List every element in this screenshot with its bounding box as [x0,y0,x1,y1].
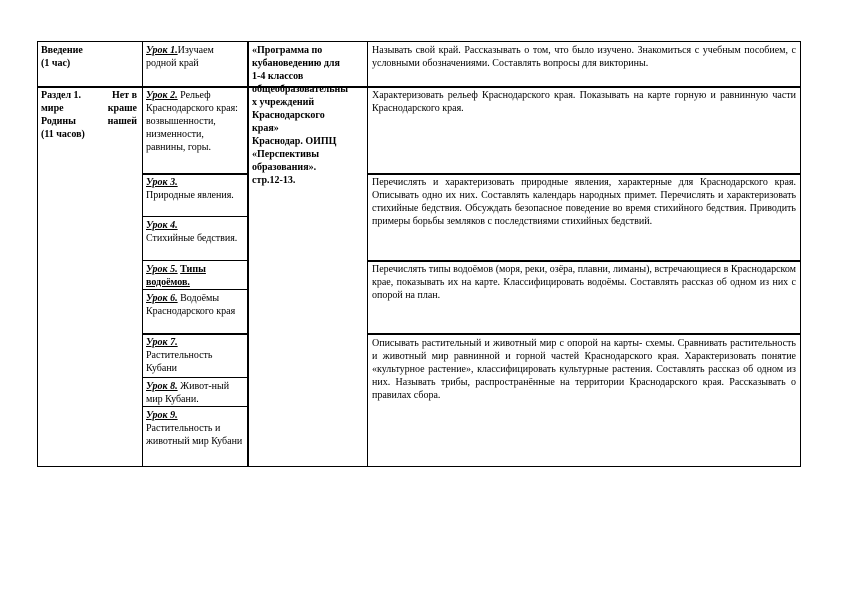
lesson-divider-6 [142,333,248,335]
lesson-6-name: Водоёмы Краснодарского края [146,293,236,317]
activity-2-text: Характеризовать рельеф Краснодарского края. Показывать на карте горную и равнинную части Краснодарского края. [372,90,796,114]
lesson-8-name: Живот-ный мир Кубани. [146,381,230,405]
table-left-border [37,41,38,467]
activity-5 [372,337,796,402]
activity-4 [372,263,796,302]
table-bottom-border [37,466,801,467]
row-divider-intro [37,86,801,88]
lesson-5-name: Типы водоёмов. [146,264,206,288]
section-intro-title [41,44,141,70]
source-line4: общеобразовательны [252,84,349,95]
lesson-4 [146,219,244,245]
activity-1 [372,44,796,70]
lesson-4-name: Стихийные бедствия. [146,233,238,244]
col2-divider [247,41,249,467]
section-1-line7: (11 часов) [41,129,85,140]
table-top-border [37,41,801,42]
table-right-border [800,41,801,467]
activity-5-text: Описывать растительный и животный мир с опорой на карты- схемы. Сравнивать растительность и животный мир равнинной и горной частей Краснодарского края. Характеризовать понятие «культурное растение», классифицировать культурные растения. Составлять рассказ об одном из них. Называть трибы, распространённые на территории Краснодарского края. Рассказывать о правилах сбора. [372,338,796,401]
lesson-divider-8 [142,406,248,407]
lesson-5 [146,263,244,289]
section-1-line1: Раздел 1. [41,90,82,101]
lesson-2-label: Урок 2. [146,90,178,101]
lesson-7 [146,336,244,375]
activity-3 [372,176,796,228]
lesson-divider-4 [142,260,248,261]
lesson-divider-2 [142,173,248,175]
activity-4-text: Перечислять типы водоёмов (моря, реки, озёра, плавни, лиманы), встречающиеся в Краснодарском крае, показывать их на карте. Классифицировать водоёмы. Составлять рассказ об одном из них с опорой на план. [372,264,796,301]
lesson-2-name: Рельеф Краснодарского края: возвышенности, низменности, равнины, горы. [146,90,238,153]
lesson-7-name: Растительность Кубани [146,350,213,374]
lesson-8-label: Урок 8. [146,381,178,392]
lesson-1 [146,44,244,70]
lesson-9 [146,409,244,448]
source-line9: «Перспективы [252,149,320,160]
lesson-2 [146,89,244,154]
section-1-line3: мире [41,103,64,114]
section-intro-line2: (1 час) [41,58,71,69]
lesson-9-name: Растительность и животный мир Кубани [146,423,243,447]
source-line8: Краснодар. ОИПЦ [252,136,337,147]
lesson-3-label: Урок 3. [146,177,178,188]
source-line3: 1-4 классов [252,71,304,82]
activity-2 [372,89,796,115]
source-line5: х учреждений [252,97,315,108]
source-line6: Краснодарского [252,110,325,121]
lesson-3-name: Природные явления. [146,190,234,201]
lesson-7-label: Урок 7. [146,337,178,348]
lesson-1-name: Изучаем родной край [146,45,214,69]
lesson-8 [146,380,244,406]
lesson-5-label: Урок 5. [146,264,178,275]
section-1-title [41,89,137,141]
lesson-3 [146,176,244,202]
col3-divider [367,41,368,467]
source-line11: стр.12-13. [252,175,296,186]
activity-divider-1 [367,173,801,175]
lesson-4-label: Урок 4. [146,220,178,231]
section-intro-line1: Введение [41,45,83,56]
section-1-line6: нашей [107,116,137,127]
source-line7: края» [252,123,279,134]
lesson-divider-3 [142,216,248,217]
activity-divider-2 [367,260,801,262]
section-1-line4: краше [107,103,137,114]
lesson-6-label: Урок 6. [146,293,178,304]
activity-3-text: Перечислять и характеризовать природные явления, характерные для Краснодарского края. Описывать одно их них. Составлять календарь народных примет. Перечислять и характеризовать стихийные бедствия. Обсуждать безопасное поведение во время стихийного бедствия. Приводить примеры борьбы земляков с последствиями стихийных бедствий. [372,177,796,227]
activity-1-text: Называть свой край. Рассказывать о том, что было изучено. Знакомиться с учебным пособием, с условными обозначениями. Составлять вопросы для викторины. [372,45,796,69]
section-1-line2: Нет в [111,90,137,101]
source-line2: кубановедению для [252,58,340,69]
col1-divider [142,41,143,467]
source-line1: «Программа по [252,45,323,56]
lesson-divider-5 [142,289,248,290]
source-reference [252,44,364,187]
lesson-1-label: Урок 1. [146,45,178,56]
lesson-6 [146,292,244,318]
section-1-line5: Родины [41,116,76,127]
lesson-divider-7 [142,377,248,378]
source-line10: образования». [252,162,317,173]
lesson-9-label: Урок 9. [146,410,178,421]
activity-divider-3 [367,333,801,335]
